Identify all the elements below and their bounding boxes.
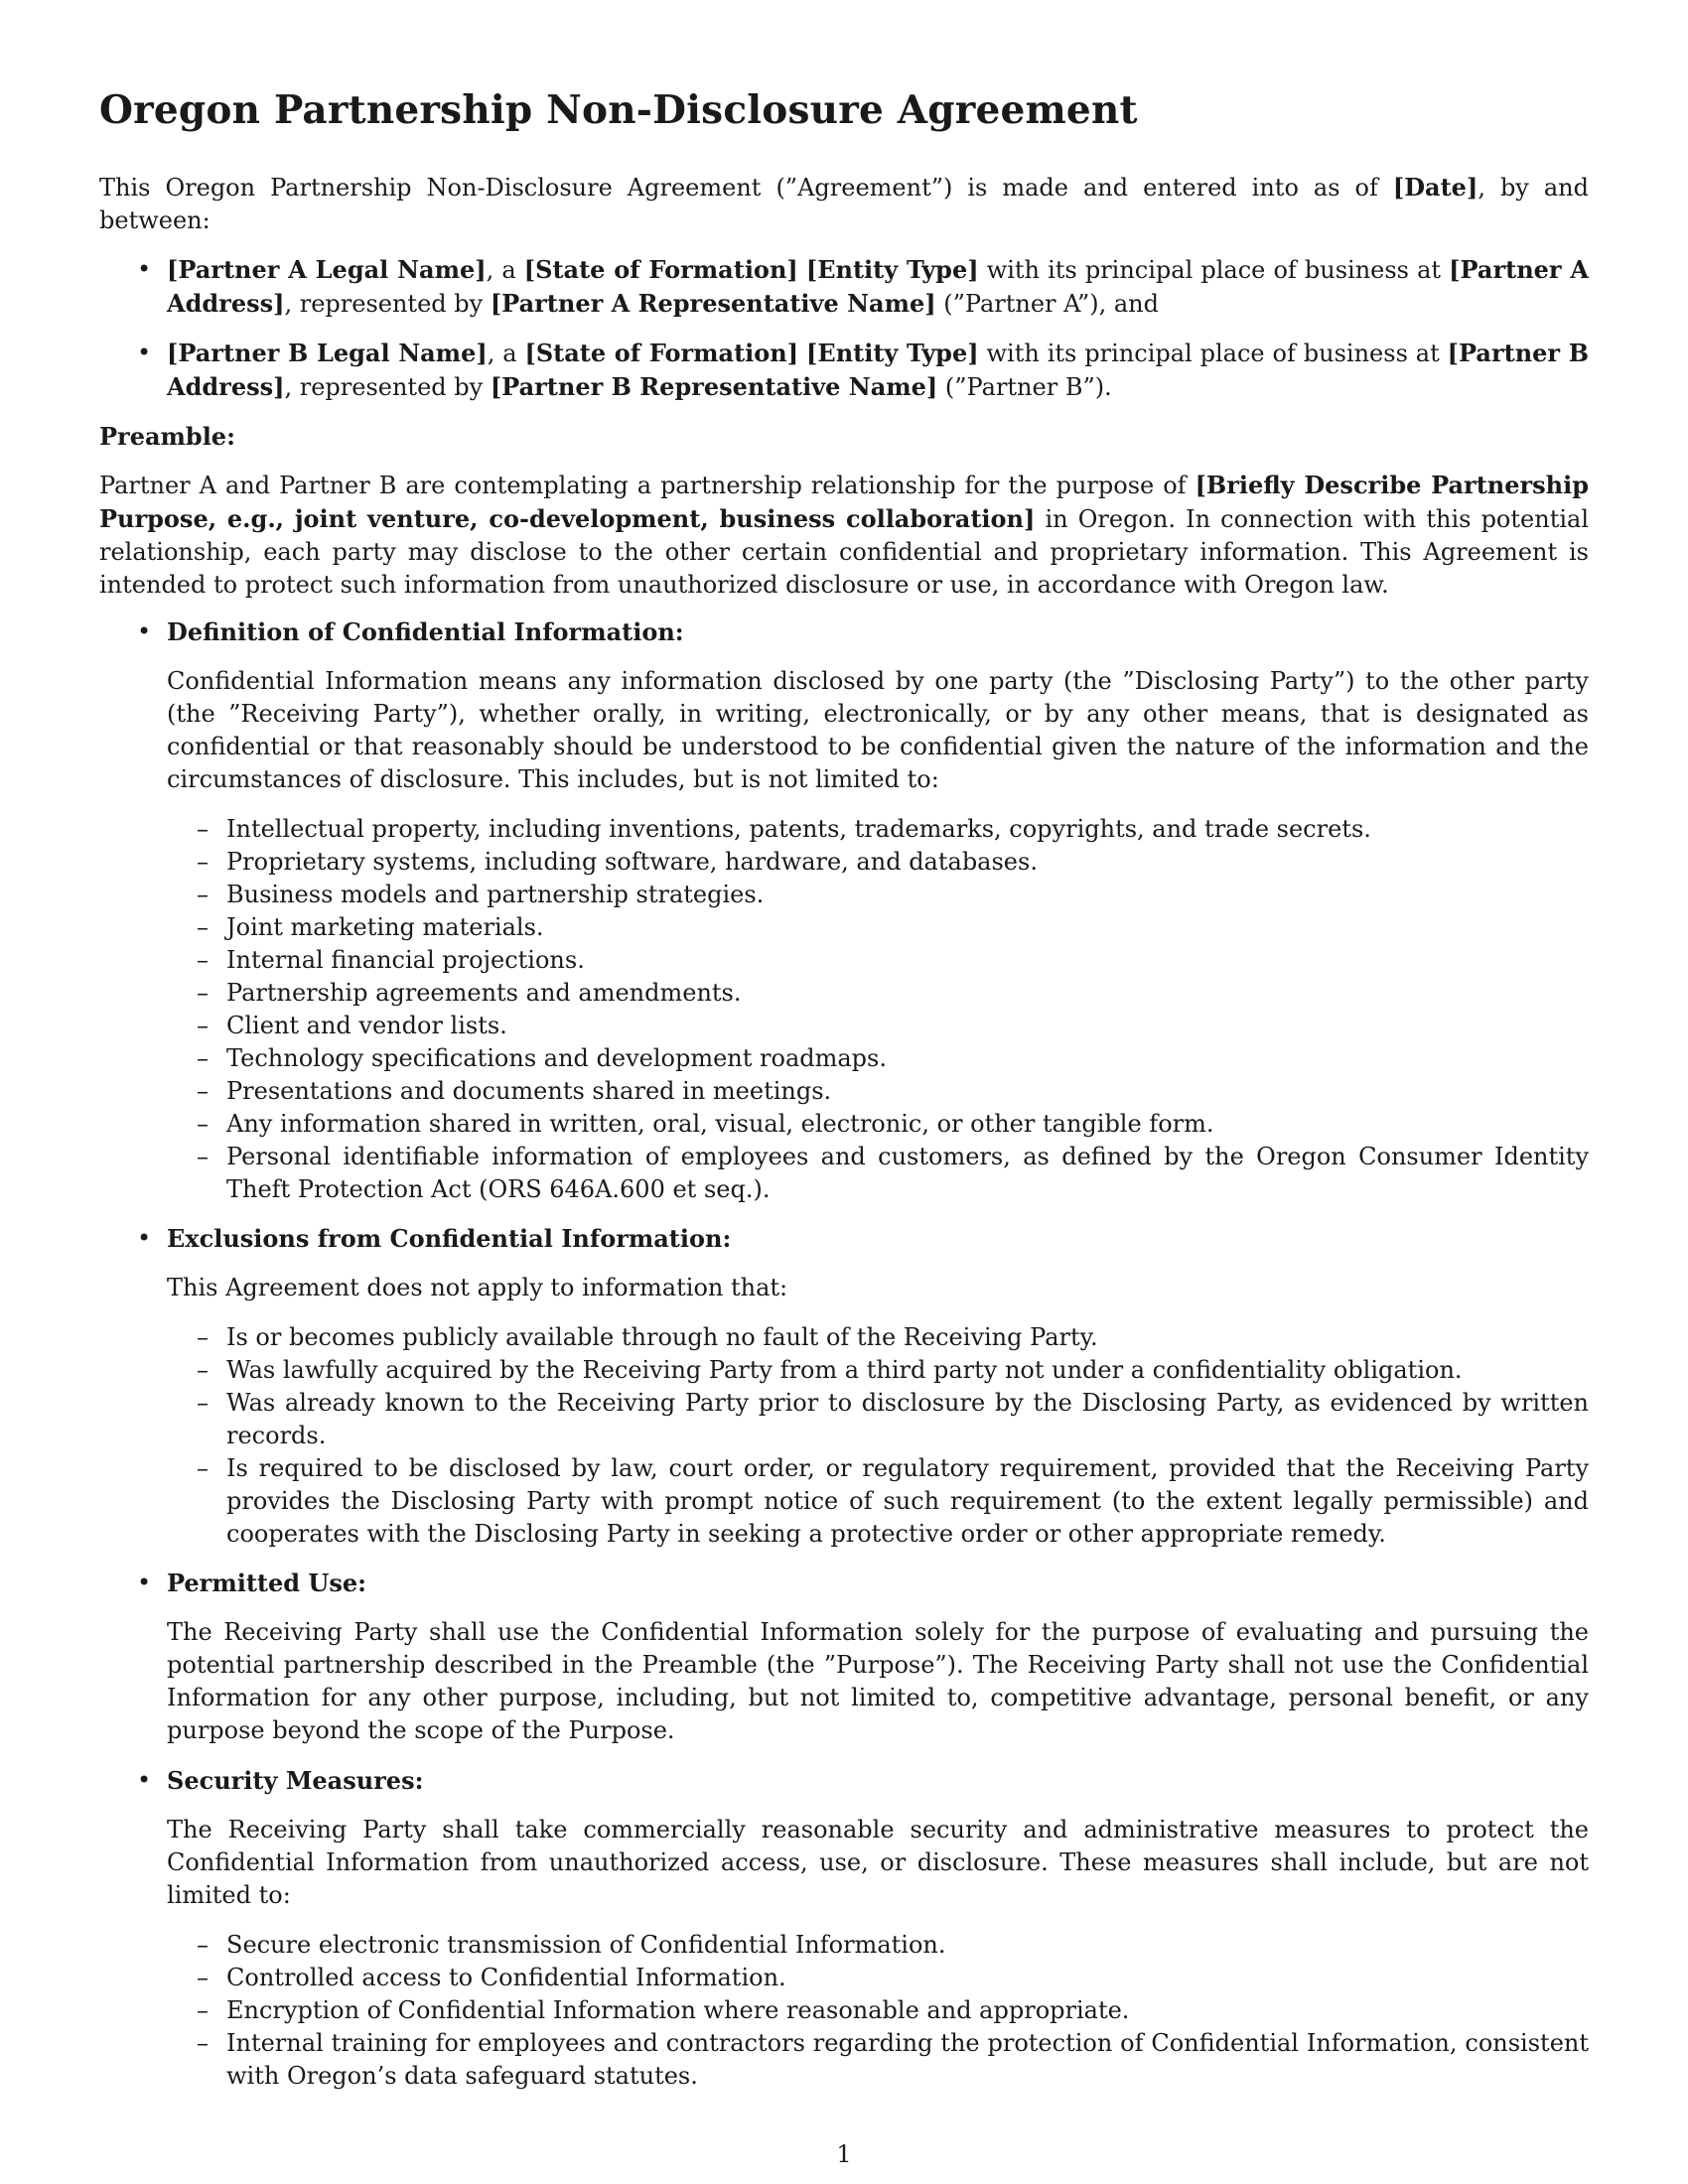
- section-title: • Security Measures:: [167, 1766, 424, 1795]
- party-b: [99, 337, 1589, 404]
- list-item: – Internal financial projections.: [167, 944, 1589, 977]
- list-item: – Personal identifiable information of employees and customers, as defined by the Oregon Consumer Identity Theft Protection Act (ORS 646A.600 et seq.).: [167, 1141, 1589, 1206]
- section-title: • Exclusions from Confidential Information:: [167, 1224, 732, 1253]
- list-item: – Controlled access to Confidential Information.: [167, 1962, 1589, 1994]
- section-exclusions: [99, 1222, 1589, 1551]
- list-item: – Business models and partnership strategies.: [167, 879, 1589, 911]
- party-b-representative: [Partner B Representative Name]: [490, 372, 938, 401]
- page-number: 1: [836, 2140, 852, 2168]
- security-items: [167, 1929, 1589, 2093]
- party-b-entity: [Entity Type]: [806, 339, 979, 367]
- list-item: – Was already known to the Receiving Party prior to disclosure by the Disclosing Party, as evidenced by written records.: [167, 1387, 1589, 1452]
- section-text: Confidential Information means any information disclosed by one party (the ”Disclosing Party”) to the other party (the ”Receiving Party”), whether orally, in writing, electronically, or by any other means, that is designated as confidential or that reasonably should be understood to be confidential given the nature of the information and the circumstances of disclosure. This includes, but is not limited to:: [167, 667, 1589, 793]
- party-a-address: [Partner A Address]: [167, 255, 1590, 318]
- list-item: – Partnership agreements and amendments.: [167, 977, 1589, 1010]
- list-item: – Proprietary systems, including software, hardware, and databases.: [167, 846, 1589, 879]
- preamble-text-end: in Oregon. In connection with this potential relationship, each party may disclose to the other certain confidential and proprietary information. This Agreement is intended to protect such information from unauthorized disclosure or use, in accordance with Oregon law.: [99, 505, 1589, 599]
- list-item: – Client and vendor lists.: [167, 1010, 1589, 1042]
- date-placeholder: [Date]: [1392, 173, 1478, 202]
- list-item: – Presentations and documents shared in meetings.: [167, 1075, 1589, 1108]
- section-text: The Receiving Party shall take commercially reasonable security and administrative measures to protect the Confidential Information from unauthorized access, use, or disclosure. These measures shall include, but are not limited to:: [167, 1816, 1589, 1909]
- list-item: – Technology specifications and development roadmaps.: [167, 1042, 1589, 1075]
- section-title: • Permitted Use:: [167, 1569, 366, 1597]
- party-text: , a: [486, 256, 524, 284]
- section-text: This Agreement does not apply to information that:: [167, 1274, 788, 1301]
- party-text: , represented by: [284, 290, 491, 318]
- party-text: , a: [487, 340, 525, 367]
- intro-text: This Oregon Partnership Non-Disclosure Agreement (”Agreement”) is made and entered into as of: [99, 174, 1393, 202]
- intro-text-end: , by and between:: [99, 174, 1590, 234]
- document-title: Oregon Partnership Non-Disclosure Agreement: [99, 87, 1138, 133]
- exclusion-items: [167, 1321, 1589, 1551]
- definition-items: [167, 813, 1589, 1206]
- list-item: – Internal training for employees and contractors regarding the protection of Confidential Information, consistent with Oregon’s data safeguard statutes.: [167, 2027, 1589, 2093]
- party-b-address: [Partner B Address]: [167, 339, 1589, 401]
- list-item: – Joint marketing materials.: [167, 911, 1589, 944]
- party-a-representative: [Partner A Representative Name]: [490, 289, 936, 318]
- party-text: (”Partner B”).: [937, 373, 1112, 401]
- sections-list: [99, 615, 1589, 2093]
- party-b-name: [Partner B Legal Name]: [167, 339, 488, 367]
- list-item: – Encryption of Confidential Information where reasonable and appropriate.: [167, 1994, 1589, 2027]
- section-text: The Receiving Party shall use the Confidential Information solely for the purpose of evaluating and pursuing the potential partnership described in the Preamble (the ”Purpose”). The Receiving Party shall not use the Confidential Information for any other purpose, including, but not limited to, competitive advantage, personal benefit, or any purpose beyond the scope of the Purpose.: [167, 1618, 1589, 1744]
- preamble-heading: Preamble:: [99, 422, 235, 451]
- intro-paragraph: [99, 171, 1589, 237]
- party-text: , represented by: [284, 373, 491, 401]
- preamble-paragraph: [99, 469, 1589, 602]
- party-text: with its principal place of business at: [978, 340, 1448, 367]
- party-a: [99, 253, 1589, 321]
- section-definition: [99, 615, 1589, 1206]
- party-a-name: [Partner A Legal Name]: [167, 255, 487, 284]
- section-security-measures: [99, 1764, 1589, 2093]
- list-item: – Any information shared in written, oral, visual, electronic, or other tangible form.: [167, 1108, 1589, 1141]
- party-b-state: [State of Formation]: [524, 339, 799, 367]
- party-text: with its principal place of business at: [978, 256, 1450, 284]
- section-permitted-use: [99, 1567, 1589, 1747]
- section-title: • Definition of Confidential Information:: [167, 617, 684, 646]
- parties-list: [99, 253, 1589, 404]
- preamble-text: Partner A and Partner B are contemplating a partnership relationship for the purpose of: [99, 472, 1196, 499]
- purpose-placeholder: [Briefly Describe Partnership Purpose, e.g., joint venture, co-development, business collaboration]: [99, 471, 1590, 533]
- party-text: (”Partner A”), and: [935, 290, 1159, 318]
- list-item: – Secure electronic transmission of Confidential Information.: [167, 1929, 1589, 1962]
- list-item: – Was lawfully acquired by the Receiving Party from a third party not under a confidentiality obligation.: [167, 1354, 1589, 1387]
- list-item: – Is required to be disclosed by law, court order, or regulatory requirement, provided that the Receiving Party provides the Disclosing Party with prompt notice of such requirement (to the extent legally permissible) and cooperates with the Disclosing Party in seeking a protective order or other appropriate remedy.: [167, 1452, 1589, 1551]
- party-a-state: [State of Formation]: [523, 255, 798, 284]
- party-a-entity: [Entity Type]: [805, 255, 979, 284]
- list-item: – Is or becomes publicly available through no fault of the Receiving Party.: [167, 1321, 1589, 1354]
- list-item: – Intellectual property, including inventions, patents, trademarks, copyrights, and trade secrets.: [167, 813, 1589, 846]
